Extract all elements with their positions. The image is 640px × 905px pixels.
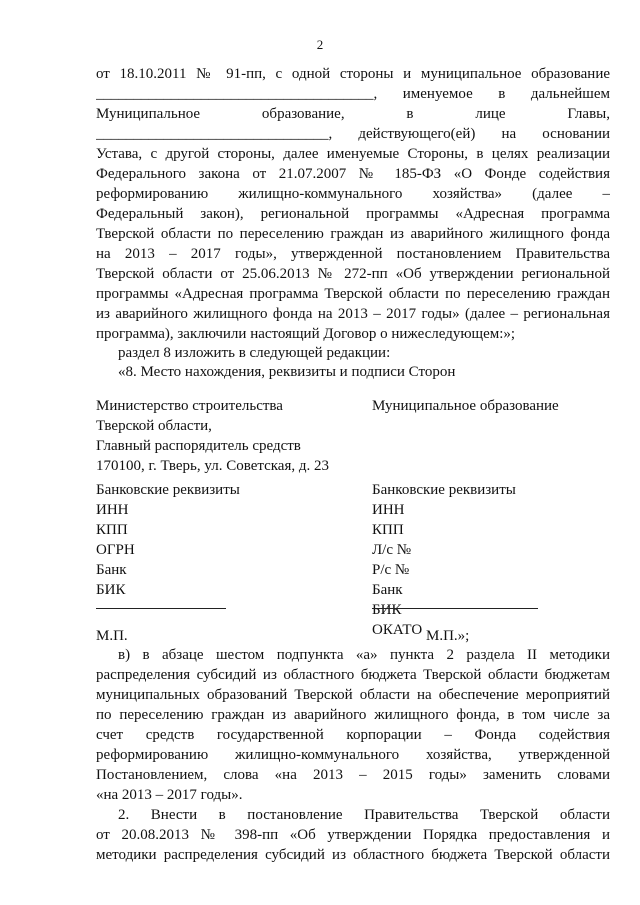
requisite-label: КПП: [372, 522, 404, 538]
text-line: программа), заключили настоящий Договор о нижеследующем:»;: [96, 326, 516, 342]
text-line: _______________________________, действующего(ей) на основании: [96, 126, 610, 142]
text-line: Тверской области от 25.06.2013 № 272-пп «Об утверждении региональной: [96, 266, 610, 282]
right-party-header: [372, 396, 559, 416]
text-line: Устава, с другой стороны, далее именуемые Стороны, в целях реализации: [96, 146, 610, 162]
text-line: счет средств государственной корпорации – Фонда содействия: [96, 727, 610, 743]
text-line: раздел 8 изложить в следующей редакции:: [118, 345, 391, 361]
left-party-requisites: [96, 480, 240, 600]
requisite-label: ИНН: [96, 502, 129, 518]
right-seal-label: М.П.»;: [426, 628, 470, 644]
requisite-label: ОКАТО: [372, 622, 423, 638]
requisite-label: ОГРН: [96, 542, 135, 558]
left-party-line: Министерство строительства: [96, 398, 283, 414]
right-signature-line: [372, 608, 538, 609]
requisite-label: БИК: [372, 602, 402, 618]
left-signature-line: [96, 608, 226, 609]
left-party-line: Тверской области,: [96, 418, 212, 434]
text-line: от 18.10.2011 № 91-пп, с одной стороны и муниципальное образование: [96, 66, 610, 82]
page-number: 2: [316, 37, 324, 52]
right-party-requisites: [372, 480, 516, 640]
text-line: методики распределения субсидий из областного бюджета Тверской области: [96, 847, 610, 863]
requisite-label: Банк: [372, 582, 403, 598]
section-heading: «8. Место нахождения, реквизиты и подписи Сторон: [118, 364, 456, 380]
left-party-line: Главный распорядитель средств: [96, 438, 301, 454]
text-line: на 2013 – 2017 годы», утвержденной постановлением Правительства: [96, 246, 610, 262]
text-line: Федеральный закон), региональной программы «Адресная программа: [96, 206, 610, 222]
requisite-label: Р/с №: [372, 562, 410, 578]
left-party-header: [96, 396, 329, 476]
text-line: _____________________________________, именуемое в дальнейшем: [96, 86, 610, 102]
text-line: 2. Внести в постановление Правительства Тверской области: [118, 807, 610, 823]
requisite-label: Банк: [96, 562, 127, 578]
text-line: «на 2013 – 2017 годы».: [96, 787, 243, 803]
text-line: Тверской области по переселению граждан из аварийного жилищного фонда: [96, 226, 610, 242]
left-seal-label: М.П.: [96, 628, 128, 644]
text-line: реформированию жилищно-коммунального хозяйства, утвержденной: [96, 747, 610, 763]
text-line: из аварийного жилищного фонда на 2013 – 2017 годы» (далее – региональная: [96, 306, 610, 322]
text-line: Постановлением, слова «на 2013 – 2015 годы» заменить словами: [96, 767, 610, 783]
requisite-label: Банковские реквизиты: [372, 482, 516, 498]
text-line: Муниципальное образование, в лице Главы,: [96, 106, 610, 122]
requisite-label: Л/с №: [372, 542, 412, 558]
text-line: программы «Адресная программа Тверской области по переселению граждан: [96, 286, 610, 302]
text-line: Федерального закона от 21.07.2007 № 185-ФЗ «О Фонде содействия: [96, 166, 610, 182]
requisite-label: Банковские реквизиты: [96, 482, 240, 498]
text-line: по переселению граждан из аварийного жилищного фонда, в том числе за: [96, 707, 610, 723]
requisite-label: БИК: [96, 582, 126, 598]
text-line: в) в абзаце шестом подпункта «а» пункта 2 раздела II методики: [118, 647, 610, 663]
right-party-line: Муниципальное образование: [372, 398, 559, 414]
text-line: распределения субсидий из областного бюджета Тверской области бюджетам: [96, 667, 610, 683]
text-line: реформированию жилищно-коммунального хозяйства» (далее –: [96, 186, 610, 202]
left-party-line: 170100, г. Тверь, ул. Советская, д. 23: [96, 458, 329, 474]
text-line: от 20.08.2013 № 398-пп «Об утверждении Порядка предоставления и: [96, 827, 610, 843]
requisite-label: ИНН: [372, 502, 405, 518]
requisite-label: КПП: [96, 522, 128, 538]
text-line: муниципальных образований Тверской области на обеспечение мероприятий: [96, 687, 610, 703]
